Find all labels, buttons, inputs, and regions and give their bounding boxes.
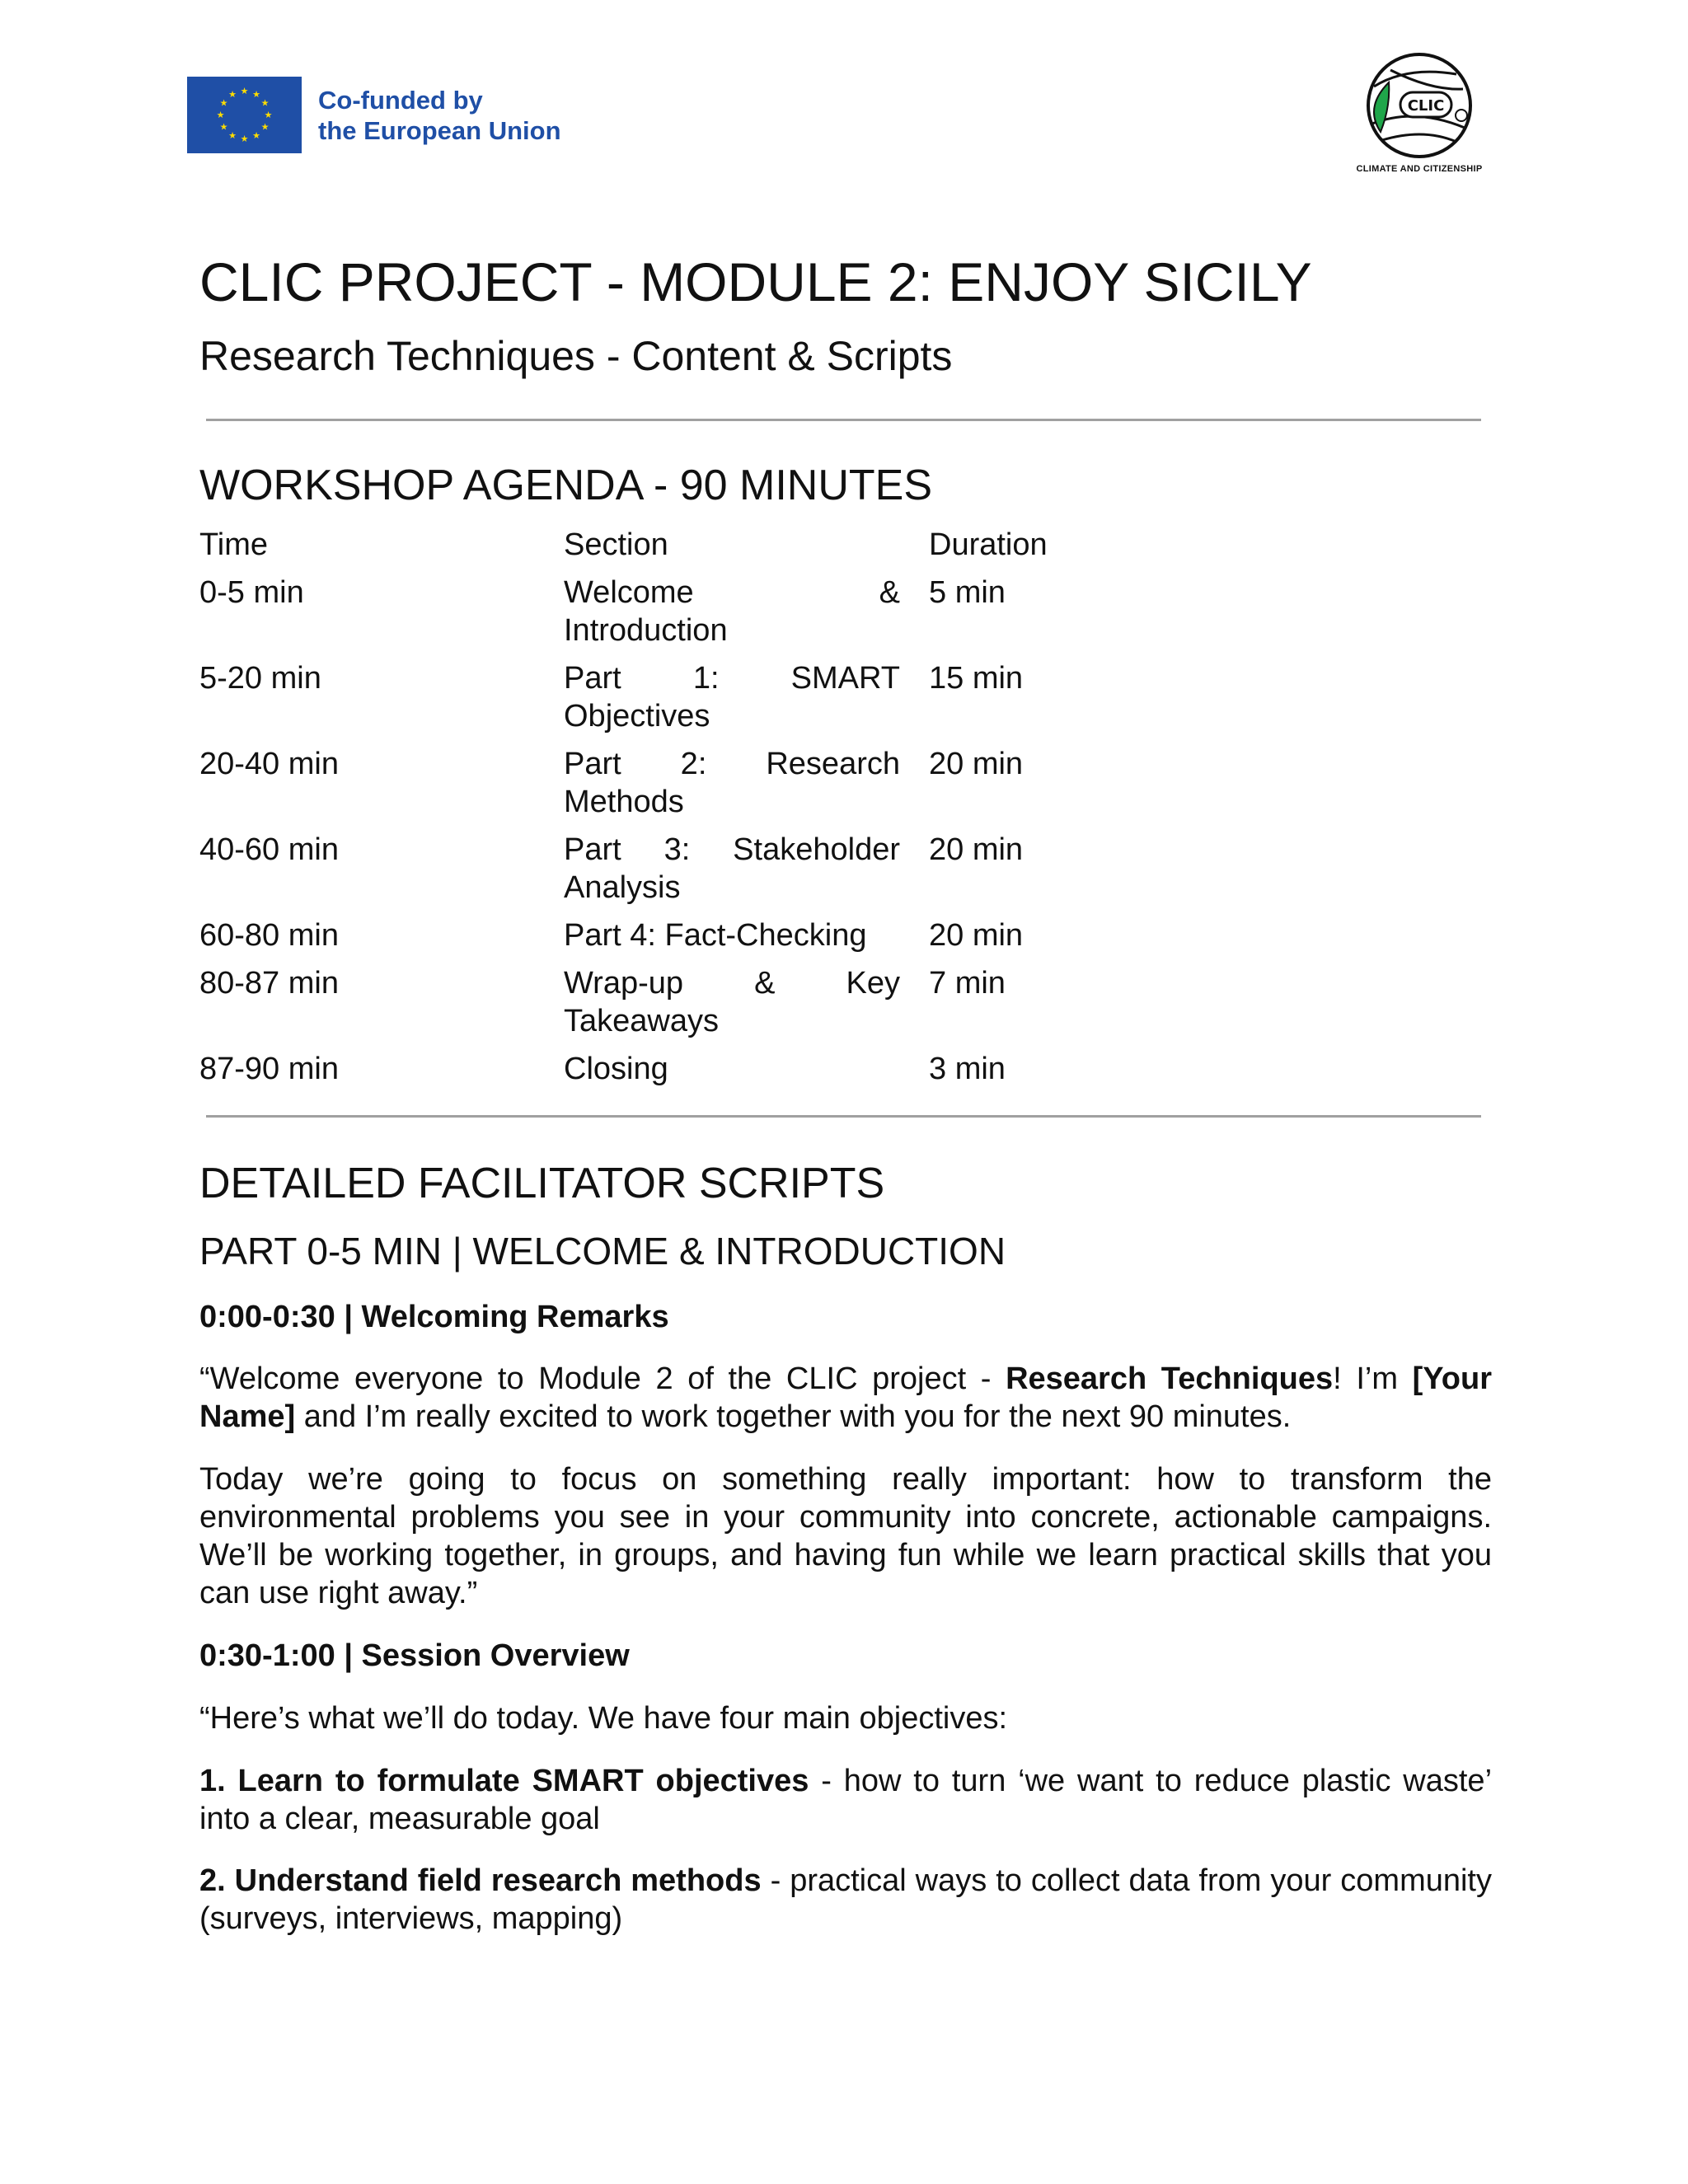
scripts-heading: DETAILED FACILITATOR SCRIPTS <box>199 1160 885 1207</box>
eu-cofunded-text <box>318 85 561 146</box>
agenda-time: 20-40 min <box>199 747 339 781</box>
svg-text:★: ★ <box>216 110 225 120</box>
agenda-section: Part 1: SMART Objectives <box>564 661 900 733</box>
svg-text:★: ★ <box>260 121 270 133</box>
agenda-header-row <box>199 526 1189 564</box>
clic-logo <box>1345 49 1493 174</box>
table-row <box>199 745 1189 821</box>
agenda-section: Welcome & Introduction <box>564 575 900 648</box>
clic-caption: CLIMATE AND CITIZENSHIP <box>1356 164 1483 174</box>
svg-text:★: ★ <box>219 97 228 109</box>
agenda-duration: 20 min <box>929 832 1024 867</box>
agenda-duration: 20 min <box>929 747 1024 781</box>
objective-1: 1. Learn to formulate SMART objectives - how to turn ‘we want to reduce plastic waste’ into a clear, measurable goal <box>199 1764 1493 1836</box>
divider <box>206 419 1481 421</box>
table-row <box>199 574 1189 649</box>
column-header-duration: Duration <box>929 527 1048 562</box>
part-heading: PART 0-5 MIN | WELCOME & INTRODUCTION <box>199 1230 1006 1272</box>
agenda-section: Part 2: Research Methods <box>564 747 900 819</box>
table-row <box>199 964 1189 1040</box>
eu-text-line1: Co-funded by <box>318 85 483 115</box>
clic-globe-icon <box>1357 49 1481 161</box>
agenda-section: Part 3: Stakeholder Analysis <box>564 832 900 905</box>
svg-text:★: ★ <box>252 130 260 141</box>
column-header-section: Section <box>564 527 668 562</box>
overview-intro: “Here’s what we’ll do today. We have four main objectives: <box>199 1701 1008 1736</box>
svg-text:★: ★ <box>252 89 260 100</box>
clic-logo-text: CLIC <box>1407 97 1445 115</box>
column-header-time: Time <box>199 527 269 562</box>
eu-flag-icon <box>187 77 302 153</box>
overview-label: 0:30-1:00 | Session Overview <box>199 1638 630 1673</box>
agenda-section: Wrap-up & Key Takeaways <box>564 966 900 1038</box>
welcome-label: 0:00-0:30 | Welcoming Remarks <box>199 1300 669 1334</box>
svg-text:★: ★ <box>228 130 237 141</box>
eu-cofunded-logo <box>187 77 561 153</box>
table-row <box>199 1050 1189 1088</box>
agenda-time: 60-80 min <box>199 918 339 953</box>
svg-text:★: ★ <box>219 121 228 133</box>
agenda-heading: WORKSHOP AGENDA - 90 MINUTES <box>199 462 933 509</box>
agenda-time: 0-5 min <box>199 575 304 610</box>
agenda-duration: 15 min <box>929 661 1024 696</box>
objective-2: 2. Understand field research methods - practical ways to collect data from your community (surveys, interviews, mapping) <box>199 1863 1492 1936</box>
divider <box>206 1115 1481 1118</box>
agenda-section: Part 4: Fact-Checking <box>564 918 867 953</box>
agenda-time: 80-87 min <box>199 966 339 1001</box>
agenda-section: Closing <box>564 1052 668 1086</box>
table-row <box>199 659 1189 735</box>
agenda-table <box>199 526 1189 1098</box>
welcome-paragraph-2: Today we’re going to focus on something really important: how to transform the environmental problems you see in your community into concrete, actionable campaigns. We’ll be working together, in groups, and having fun while we learn practical skills that you can use right away.” <box>199 1462 1492 1610</box>
agenda-time: 87-90 min <box>199 1052 339 1086</box>
eu-text-line2: the European Union <box>318 115 561 145</box>
agenda-time: 5-20 min <box>199 661 321 696</box>
welcome-paragraph-1: “Welcome everyone to Module 2 of the CLIC project - Research Techniques! I’m [Your Name] and I’m really excited to work together with you for the next 90 minutes. <box>199 1361 1492 1434</box>
agenda-duration: 20 min <box>929 918 1024 953</box>
svg-text:★: ★ <box>240 134 249 144</box>
agenda-duration: 5 min <box>929 575 1006 610</box>
svg-text:★: ★ <box>264 110 273 120</box>
table-row <box>199 916 1189 954</box>
svg-text:★: ★ <box>260 97 270 109</box>
table-row <box>199 831 1189 907</box>
document-subtitle: Research Techniques - Content & Scripts <box>199 333 953 379</box>
svg-text:★: ★ <box>228 89 237 100</box>
document-title: CLIC PROJECT - MODULE 2: ENJOY SICILY <box>199 251 1312 312</box>
agenda-duration: 3 min <box>929 1052 1006 1086</box>
agenda-duration: 7 min <box>929 966 1006 1001</box>
agenda-time: 40-60 min <box>199 832 339 867</box>
svg-text:★: ★ <box>240 86 249 96</box>
